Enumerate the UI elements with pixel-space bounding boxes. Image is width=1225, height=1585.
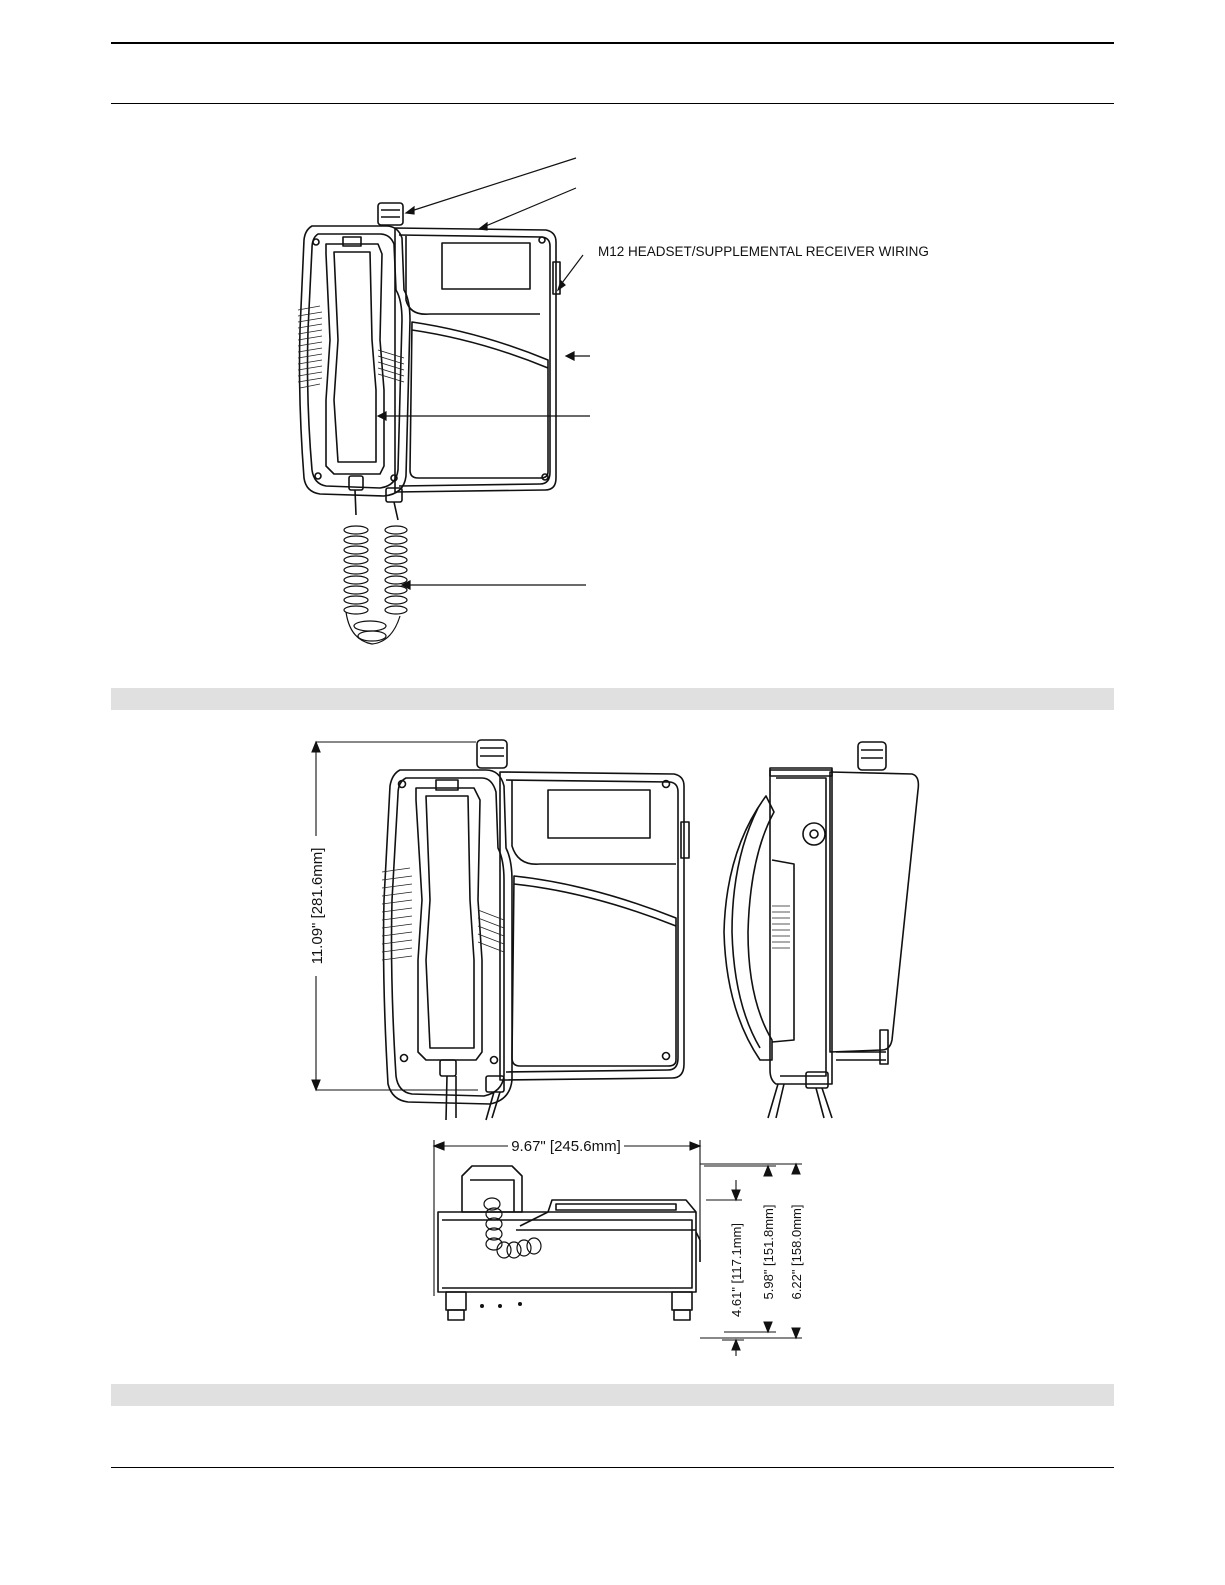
top-view-handset (462, 1166, 522, 1212)
dim-depth-c: 6.22" [158.0mm] (789, 1204, 804, 1300)
front-enclosure (500, 772, 684, 1080)
side-enclosure (830, 772, 918, 1052)
side-top-gland (858, 742, 886, 770)
front-top-gland (477, 740, 507, 768)
top-view-body (438, 1212, 696, 1292)
section-band-2 (111, 1384, 1114, 1406)
dim-depth-a: 4.61" [117.1mm] (729, 1223, 744, 1317)
callout-m12-wiring: M12 HEADSET/SUPPLEMENTAL RECEIVER WIRING (598, 244, 929, 259)
front-display-window (548, 790, 650, 838)
dim-height: 11.09" [281.6mm] (309, 847, 326, 965)
dim-width: 9.67" [245.6mm] (511, 1138, 621, 1155)
footer-rule (111, 1467, 1114, 1468)
dim-depth-b: 5.98" [151.8mm] (761, 1204, 776, 1300)
side-port (803, 823, 825, 845)
